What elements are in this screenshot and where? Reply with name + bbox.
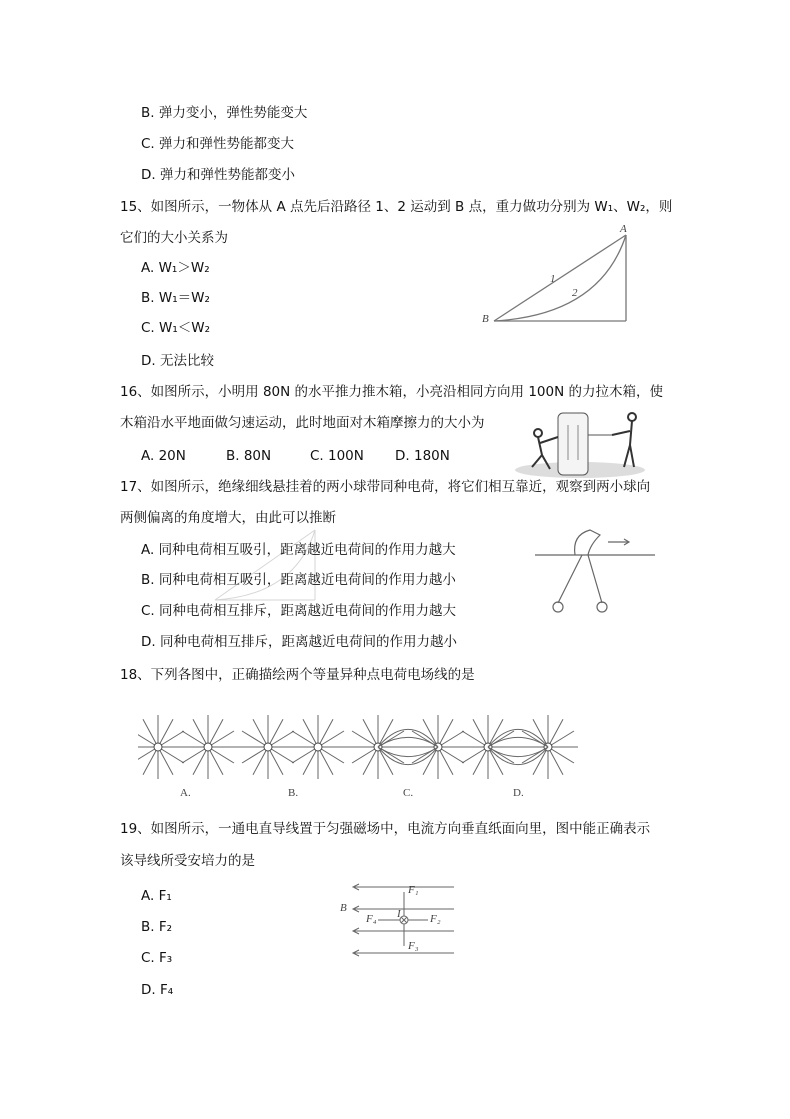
q15-stem-cont: 它们的大小关系为: [120, 230, 228, 246]
q15-option-b: B. W₁＝W₂: [141, 290, 210, 306]
q14-option-d: D. 弹力和弹性势能都变小: [141, 167, 295, 183]
field-line: [488, 737, 548, 747]
q15-option-d: D. 无法比较: [141, 353, 214, 369]
field-line: [488, 729, 548, 747]
q16-option-c: C. 100N: [310, 448, 364, 464]
q15-stem: 15、如图所示，一物体从 A 点先后沿路径 1、2 运动到 B 点，重力做功分别为 W₁、W₂，则: [120, 199, 673, 215]
field-line: [488, 747, 548, 765]
q17-option-d: D. 同种电荷相互排斥，距离越近电荷间的作用力越小: [141, 634, 457, 650]
q17-stem-cont: 两侧偏离的角度增大，由此可以推断: [120, 510, 336, 526]
q18-stem: 18、下列各图中，正确描绘两个等量异种点电荷电场线的是: [120, 667, 475, 683]
q17-stem: 17、如图所示，绝缘细线悬挂着的两小球带同种电荷，将它们相互靠近，观察到两小球向: [120, 479, 651, 495]
q15-incline-figure: A B 1 2: [482, 223, 627, 325]
q17-option-b: B. 同种电荷相互吸引，距离越近电荷间的作用力越小: [141, 572, 456, 588]
field-line: [154, 743, 162, 751]
q19-magnetic-field-figure: B I F₁ F₂ F₃ F₄: [340, 880, 460, 960]
field-line: [314, 743, 322, 751]
field-line: [488, 747, 548, 757]
field-line: [204, 743, 212, 751]
field-line: [378, 747, 438, 757]
q18-field-lines-figure: [138, 705, 678, 805]
field-line: [378, 747, 438, 765]
q15-option-a: A. W₁＞W₂: [141, 260, 210, 276]
q17-option-a: A. 同种电荷相互吸引，距离越近电荷间的作用力越大: [141, 542, 456, 558]
q14-option-c: C. 弹力和弹性势能都变大: [141, 136, 295, 152]
field-line: [378, 737, 438, 747]
q19-option-d: D. F₄: [141, 982, 174, 998]
figure-label-c: C.: [403, 787, 414, 799]
q16-push-pull-figure: [510, 405, 650, 480]
q19-stem: 19、如图所示，一通电直导线置于匀强磁场中，电流方向垂直纸面向里，图中能正确表示: [120, 821, 651, 837]
field-line: [378, 729, 438, 747]
figure-label-d: D.: [513, 787, 524, 799]
figure-label-a: A.: [180, 787, 191, 799]
q16-stem: 16、如图所示，小明用 80N 的水平推力推木箱，小亮沿相同方向用 100N 的力拉木箱，使: [120, 384, 663, 400]
q19-option-b: B. F₂: [141, 919, 173, 935]
q16-stem-cont: 木箱沿水平地面做匀速运动，此时地面对木箱摩擦力的大小为: [120, 415, 485, 431]
q17-option-c: C. 同种电荷相互排斥，距离越近电荷间的作用力越大: [141, 603, 457, 619]
field-line: [264, 743, 272, 751]
q19-option-a: A. F₁: [141, 888, 172, 904]
q14-option-b: B. 弹力变小，弹性势能变大: [141, 105, 308, 121]
q16-option-b: B. 80N: [226, 448, 272, 464]
q16-option-a: A. 20N: [141, 448, 186, 464]
q16-option-d: D. 180N: [395, 448, 450, 464]
q19-stem-cont: 该导线所受安培力的是: [120, 853, 255, 869]
q15-option-c: C. W₁＜W₂: [141, 320, 211, 336]
q19-option-c: C. F₃: [141, 950, 173, 966]
q17-pendulum-figure: [530, 525, 660, 615]
figure-label-b: B.: [288, 787, 299, 799]
faint-incline-watermark: [210, 525, 320, 605]
